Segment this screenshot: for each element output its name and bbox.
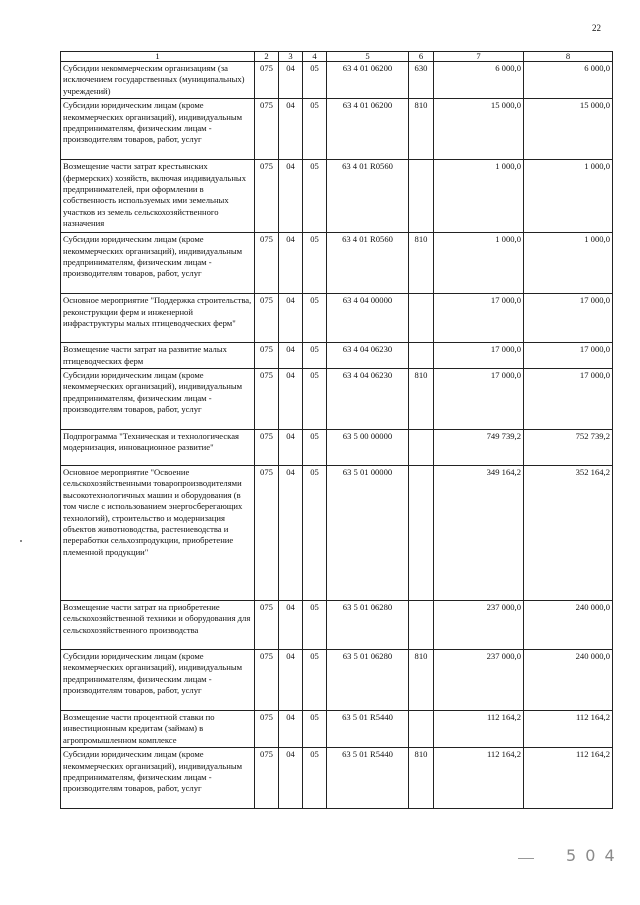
- table-row: [61, 711, 613, 748]
- ministry-code-cell: 075: [255, 343, 279, 369]
- target-article-cell: 63 5 01 R5440: [327, 711, 409, 748]
- amount-year1-cell: 349 164,2: [434, 466, 524, 601]
- subsection-code-cell: 05: [303, 233, 327, 294]
- ministry-code-cell: 075: [255, 466, 279, 601]
- amount-year1-cell: 237 000,0: [434, 650, 524, 711]
- ministry-code-cell: 075: [255, 160, 279, 233]
- amount-year2-cell: 17 000,0: [524, 369, 613, 430]
- expense-type-cell: 630: [409, 62, 434, 99]
- ministry-code-cell: 075: [255, 650, 279, 711]
- target-article-cell: 63 5 01 06280: [327, 601, 409, 650]
- subsection-code-cell: 05: [303, 711, 327, 748]
- expense-type-cell: 810: [409, 233, 434, 294]
- ministry-code-cell: 075: [255, 233, 279, 294]
- section-code-cell: 04: [279, 748, 303, 809]
- section-code-cell: 04: [279, 62, 303, 99]
- expense-type-cell: [409, 711, 434, 748]
- column-header: 5: [327, 52, 409, 62]
- subsection-code-cell: 05: [303, 466, 327, 601]
- row-name-cell: Субсидии юридическим лицам (кроме некоммерческих организаций), индивидуальным предпринимателям, физическим лицам - производителям товаров, работ, услуг: [61, 233, 255, 294]
- ministry-code-cell: 075: [255, 294, 279, 343]
- margin-mark: [20, 540, 22, 542]
- expense-type-cell: [409, 466, 434, 601]
- section-code-cell: 04: [279, 430, 303, 466]
- amount-year1-cell: 112 164,2: [434, 711, 524, 748]
- table-row: [61, 62, 613, 99]
- amount-year1-cell: 17 000,0: [434, 343, 524, 369]
- subsection-code-cell: 05: [303, 430, 327, 466]
- row-name-cell: Субсидии юридическим лицам (кроме некоммерческих организаций), индивидуальным предпринимателям, физическим лицам - производителям товаров, работ, услуг: [61, 99, 255, 160]
- expense-type-cell: 810: [409, 99, 434, 160]
- table-row: [61, 369, 613, 430]
- column-header: 8: [524, 52, 613, 62]
- subsection-code-cell: 05: [303, 294, 327, 343]
- row-name-cell: Субсидии юридическим лицам (кроме некоммерческих организаций), индивидуальным предпринимателям, физическим лицам - производителям товаров, работ, услуг: [61, 650, 255, 711]
- amount-year2-cell: 17 000,0: [524, 343, 613, 369]
- section-code-cell: 04: [279, 160, 303, 233]
- section-code-cell: 04: [279, 343, 303, 369]
- target-article-cell: 63 5 01 00000: [327, 466, 409, 601]
- row-name-cell: Подпрограмма "Техническая и технологическая модернизация, инновационное развитие": [61, 430, 255, 466]
- row-name-cell: Возмещение части затрат на развитие малых птицеводческих ферм: [61, 343, 255, 369]
- target-article-cell: 63 5 01 R5440: [327, 748, 409, 809]
- target-article-cell: 63 5 00 00000: [327, 430, 409, 466]
- page-number: 22: [592, 23, 601, 33]
- subsection-code-cell: 05: [303, 99, 327, 160]
- amount-year2-cell: 17 000,0: [524, 294, 613, 343]
- section-code-cell: 04: [279, 294, 303, 343]
- section-code-cell: 04: [279, 369, 303, 430]
- row-name-cell: Возмещение части процентной ставки по инвестиционным кредитам (займам) в агропромышленном комплексе: [61, 711, 255, 748]
- target-article-cell: 63 4 01 06200: [327, 62, 409, 99]
- amount-year2-cell: 112 164,2: [524, 711, 613, 748]
- table-row: [61, 601, 613, 650]
- subsection-code-cell: 05: [303, 343, 327, 369]
- target-article-cell: 63 4 04 06230: [327, 369, 409, 430]
- target-article-cell: 63 4 04 06230: [327, 343, 409, 369]
- expense-type-cell: [409, 601, 434, 650]
- table-header-row: [61, 52, 613, 62]
- amount-year2-cell: 112 164,2: [524, 748, 613, 809]
- subsection-code-cell: 05: [303, 601, 327, 650]
- expense-type-cell: [409, 294, 434, 343]
- section-code-cell: 04: [279, 233, 303, 294]
- amount-year1-cell: 237 000,0: [434, 601, 524, 650]
- subsection-code-cell: 05: [303, 650, 327, 711]
- row-name-cell: Субсидии некоммерческим организациям (за исключением государственных (муниципальных) учреждений): [61, 62, 255, 99]
- column-header: 1: [61, 52, 255, 62]
- table-row: [61, 294, 613, 343]
- table-row: [61, 99, 613, 160]
- target-article-cell: 63 4 01 06200: [327, 99, 409, 160]
- amount-year1-cell: 6 000,0: [434, 62, 524, 99]
- amount-year2-cell: 752 739,2: [524, 430, 613, 466]
- amount-year1-cell: 15 000,0: [434, 99, 524, 160]
- amount-year1-cell: 17 000,0: [434, 369, 524, 430]
- expense-type-cell: [409, 343, 434, 369]
- amount-year2-cell: 1 000,0: [524, 233, 613, 294]
- footer-dash: [518, 858, 534, 859]
- section-code-cell: 04: [279, 99, 303, 160]
- amount-year2-cell: 352 164,2: [524, 466, 613, 601]
- row-name-cell: Возмещение части затрат на приобретение сельскохозяйственной техники и оборудования для сельскохозяйственного производства: [61, 601, 255, 650]
- amount-year1-cell: 749 739,2: [434, 430, 524, 466]
- expense-type-cell: 810: [409, 369, 434, 430]
- amount-year1-cell: 1 000,0: [434, 160, 524, 233]
- row-name-cell: Возмещение части затрат крестьянских (фермерских) хозяйств, включая индивидуальных предпринимателей, при оформлении в собственность используемых ими земельных участков из земель сельскохозяйственного назначения: [61, 160, 255, 233]
- target-article-cell: 63 5 01 06280: [327, 650, 409, 711]
- target-article-cell: 63 4 01 R0560: [327, 160, 409, 233]
- amount-year2-cell: 6 000,0: [524, 62, 613, 99]
- table-row: [61, 233, 613, 294]
- subsection-code-cell: 05: [303, 748, 327, 809]
- expense-type-cell: 810: [409, 650, 434, 711]
- target-article-cell: 63 4 04 00000: [327, 294, 409, 343]
- table-row: [61, 160, 613, 233]
- section-code-cell: 04: [279, 650, 303, 711]
- target-article-cell: 63 4 01 R0560: [327, 233, 409, 294]
- amount-year2-cell: 240 000,0: [524, 601, 613, 650]
- ministry-code-cell: 075: [255, 99, 279, 160]
- amount-year1-cell: 1 000,0: [434, 233, 524, 294]
- amount-year2-cell: 15 000,0: [524, 99, 613, 160]
- amount-year1-cell: 112 164,2: [434, 748, 524, 809]
- column-header: 6: [409, 52, 434, 62]
- table-row: [61, 343, 613, 369]
- ministry-code-cell: 075: [255, 430, 279, 466]
- column-header: 4: [303, 52, 327, 62]
- ministry-code-cell: 075: [255, 62, 279, 99]
- column-header: 2: [255, 52, 279, 62]
- page-stamp-number: 5 0 4: [566, 846, 617, 865]
- budget-table: [60, 51, 613, 809]
- ministry-code-cell: 075: [255, 748, 279, 809]
- row-name-cell: Субсидии юридическим лицам (кроме некоммерческих организаций), индивидуальным предпринимателям, физическим лицам - производителям товаров, работ, услуг: [61, 369, 255, 430]
- amount-year1-cell: 17 000,0: [434, 294, 524, 343]
- table-row: [61, 466, 613, 601]
- expense-type-cell: 810: [409, 748, 434, 809]
- section-code-cell: 04: [279, 466, 303, 601]
- table-row: [61, 650, 613, 711]
- table-row: [61, 430, 613, 466]
- amount-year2-cell: 1 000,0: [524, 160, 613, 233]
- expense-type-cell: [409, 160, 434, 233]
- row-name-cell: Основное мероприятие "Поддержка строительства, реконструкции ферм и инженерной инфраструктуры малых птицеводческих ферм": [61, 294, 255, 343]
- subsection-code-cell: 05: [303, 62, 327, 99]
- section-code-cell: 04: [279, 711, 303, 748]
- row-name-cell: Субсидии юридическим лицам (кроме некоммерческих организаций), индивидуальным предпринимателям, физическим лицам - производителям товаров, работ, услуг: [61, 748, 255, 809]
- ministry-code-cell: 075: [255, 369, 279, 430]
- section-code-cell: 04: [279, 601, 303, 650]
- subsection-code-cell: 05: [303, 160, 327, 233]
- subsection-code-cell: 05: [303, 369, 327, 430]
- column-header: 7: [434, 52, 524, 62]
- row-name-cell: Основное мероприятие "Освоение сельскохозяйственными товаропроизводителями высокотехнологичных машин и оборудования (в том числе с использованием энергосберегающих технологий), строительство и модернизация объектов животноводства, растениеводства и переработки сельхозпродукции, приобретение племенной продукции": [61, 466, 255, 601]
- amount-year2-cell: 240 000,0: [524, 650, 613, 711]
- expense-type-cell: [409, 430, 434, 466]
- table-row: [61, 748, 613, 809]
- ministry-code-cell: 075: [255, 711, 279, 748]
- ministry-code-cell: 075: [255, 601, 279, 650]
- column-header: 3: [279, 52, 303, 62]
